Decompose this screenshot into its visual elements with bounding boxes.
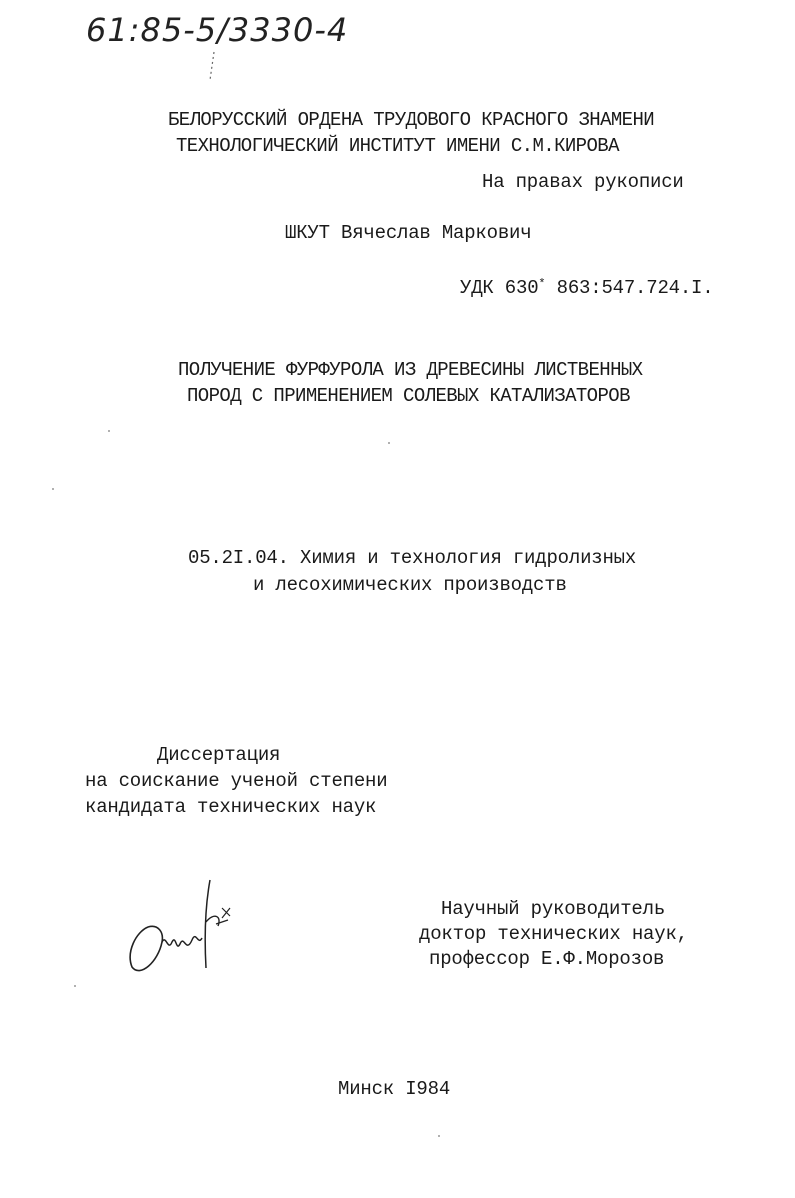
author-signature: [118, 872, 238, 982]
institute-line-1: БЕЛОРУССКИЙ ОРДЕНА ТРУДОВОГО КРАСНОГО ЗНАМЕНИ: [168, 109, 655, 131]
scan-speck: [52, 488, 54, 490]
pen-stroke: [206, 50, 218, 84]
degree-line-1: Диссертация: [157, 744, 281, 766]
scan-speck: [108, 430, 110, 432]
archive-code: 61:85-5/3330-4: [86, 11, 349, 49]
udk-code: [460, 272, 713, 300]
specialty-line-2: и лесохимических производств: [253, 574, 567, 596]
institute-line-2: ТЕХНОЛОГИЧЕСКИЙ ИНСТИТУТ ИМЕНИ С.М.КИРОВА: [176, 135, 619, 157]
scan-speck: [74, 985, 76, 987]
supervisor-line-3: профессор Е.Ф.Морозов: [429, 948, 665, 970]
specialty-line-1: 05.2I.04. Химия и технология гидролизных: [188, 547, 637, 569]
place-year: Минск I984: [338, 1078, 451, 1100]
supervisor-line-2: доктор технических наук,: [419, 923, 688, 945]
dissertation-title-line-1: ПОЛУЧЕНИЕ ФУРФУРОЛА ИЗ ДРЕВЕСИНЫ ЛИСТВЕННЫХ: [178, 359, 643, 381]
udk-prefix: УДК 630: [460, 277, 539, 299]
scan-speck: [438, 1135, 440, 1137]
degree-line-3: кандидата технических наук: [85, 796, 377, 818]
udk-rest: 863:547.724.I.: [545, 277, 714, 299]
supervisor-line-1: Научный руководитель: [441, 898, 666, 920]
dissertation-title-line-2: ПОРОД С ПРИМЕНЕНИЕМ СОЛЕВЫХ КАТАЛИЗАТОРОВ: [187, 385, 630, 407]
rights-note: На правах рукописи: [482, 171, 684, 193]
degree-line-2: на соискание ученой степени: [85, 770, 388, 792]
author-name: ШКУТ Вячеслав Маркович: [285, 222, 532, 244]
udk-mark: *: [538, 277, 546, 291]
scan-speck: [388, 442, 390, 444]
